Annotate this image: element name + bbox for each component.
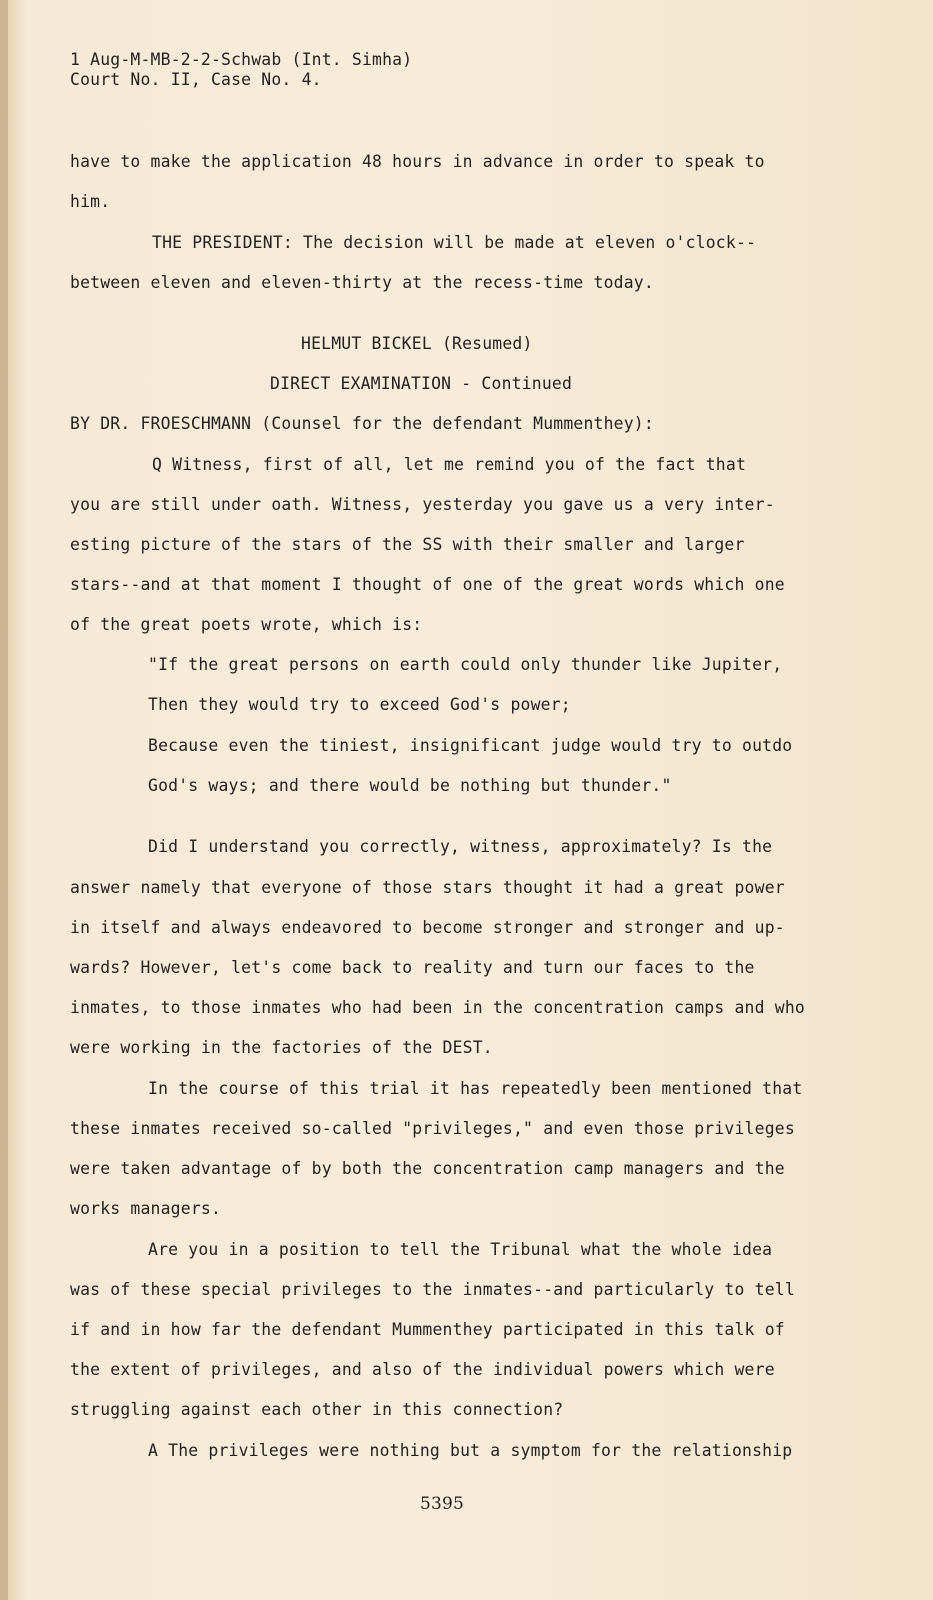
text-line: works managers. bbox=[70, 1199, 222, 1218]
text-line: of the great poets wrote, which is: bbox=[70, 615, 423, 634]
text-line: Q Witness, first of all, let me remind you of the fact that bbox=[152, 455, 747, 474]
header-line-2: Court No. II, Case No. 4. bbox=[70, 70, 322, 89]
text-line: have to make the application 48 hours in advance in order to speak to bbox=[70, 152, 765, 171]
quote-line: "If the great persons on earth could only thunder like Jupiter, bbox=[148, 655, 783, 674]
text-line: the extent of privileges, and also of the individual powers which were bbox=[70, 1360, 775, 1379]
text-line: if and in how far the defendant Mummenthey participated in this talk of bbox=[70, 1320, 785, 1339]
text-line: stars--and at that moment I thought of one of the great words which one bbox=[70, 575, 785, 594]
quote-line: Because even the tiniest, insignificant judge would try to outdo bbox=[148, 736, 793, 755]
text-line: inmates, to those inmates who had been in the concentration camps and who bbox=[70, 998, 805, 1017]
text-line: you are still under oath. Witness, yesterday you gave us a very inter- bbox=[70, 495, 775, 514]
text-line: Are you in a position to tell the Tribunal what the whole idea bbox=[148, 1240, 773, 1259]
text-line: him. bbox=[70, 192, 111, 211]
quote-line: Then they would try to exceed God's power; bbox=[148, 695, 571, 714]
text-line: was of these special privileges to the inmates--and particularly to tell bbox=[70, 1280, 795, 1299]
text-line: struggling against each other in this connection? bbox=[70, 1400, 564, 1419]
text-line: THE PRESIDENT: The decision will be made at eleven o'clock-- bbox=[152, 233, 757, 252]
text-line: were taken advantage of by both the concentration camp managers and the bbox=[70, 1159, 785, 1178]
text-line: In the course of this trial it has repeatedly been mentioned that bbox=[148, 1079, 803, 1098]
text-line: in itself and always endeavored to become stronger and stronger and up- bbox=[70, 918, 785, 937]
text-line: were working in the factories of the DEST. bbox=[70, 1038, 493, 1057]
text-line: these inmates received so-called "privileges," and even those privileges bbox=[70, 1119, 795, 1138]
text-line: esting picture of the stars of the SS with their smaller and larger bbox=[70, 535, 745, 554]
section-heading: HELMUT BICKEL (Resumed) bbox=[301, 334, 533, 353]
page-number: 5395 bbox=[420, 1494, 465, 1514]
text-line: answer namely that everyone of those stars thought it had a great power bbox=[70, 878, 785, 897]
header-line-1: 1 Aug-M-MB-2-2-Schwab (Int. Simha) bbox=[70, 50, 413, 69]
section-subheading: DIRECT EXAMINATION - Continued bbox=[270, 374, 573, 393]
quote-line: God's ways; and there would be nothing but thunder." bbox=[148, 776, 672, 795]
text-line: Did I understand you correctly, witness, approximately? Is the bbox=[148, 837, 773, 856]
text-line: wards? However, let's come back to reality and turn our faces to the bbox=[70, 958, 755, 977]
examiner-line: BY DR. FROESCHMANN (Counsel for the defendant Mummenthey): bbox=[70, 414, 654, 433]
text-line: between eleven and eleven-thirty at the recess-time today. bbox=[70, 273, 654, 292]
text-line: A The privileges were nothing but a symptom for the relationship bbox=[148, 1441, 793, 1460]
